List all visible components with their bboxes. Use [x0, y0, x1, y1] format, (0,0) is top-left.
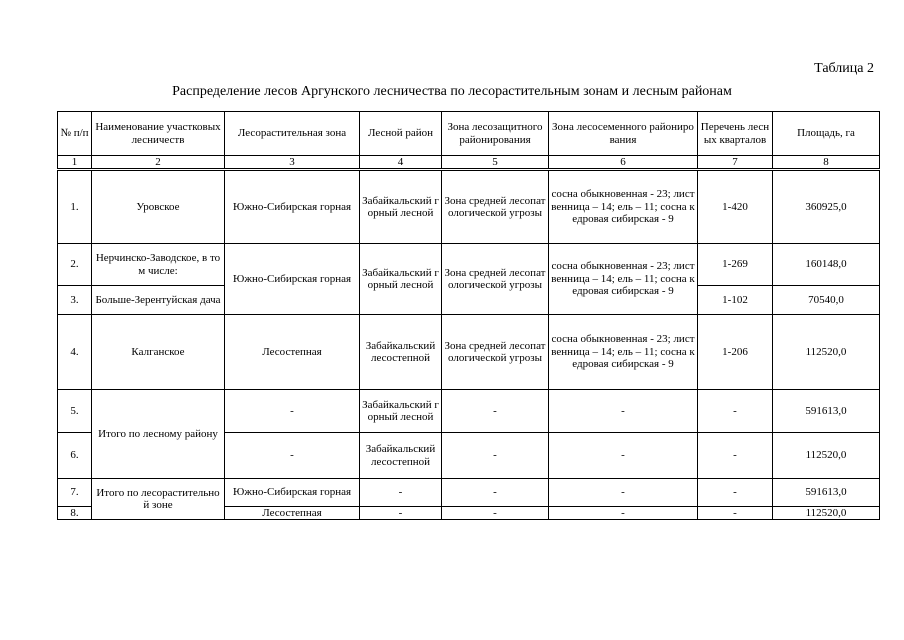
area: 591613,0	[773, 390, 880, 433]
row-number: 5.	[58, 390, 92, 433]
table-row	[58, 315, 880, 390]
table-caption: Таблица 2	[814, 61, 874, 76]
column-number-row	[58, 156, 880, 170]
seed-zone: -	[549, 390, 698, 433]
forest-distribution-table	[57, 111, 880, 520]
row-number: 7.	[58, 479, 92, 507]
forest-district: -	[360, 479, 442, 507]
row-number: 1.	[58, 170, 92, 244]
vegetation-zone: Южно-Сибирская горная	[225, 170, 360, 244]
quarters: -	[698, 479, 773, 507]
area: 112520,0	[773, 315, 880, 390]
forest-district: Забайкальский горный лесной	[360, 390, 442, 433]
forestry-name: Калганское	[92, 315, 225, 390]
seed-zone: -	[549, 433, 698, 479]
column-number: 7	[698, 156, 773, 170]
row-number: 6.	[58, 433, 92, 479]
quarters: -	[698, 390, 773, 433]
area: 591613,0	[773, 479, 880, 507]
vegetation-zone: -	[225, 390, 360, 433]
seed-zone: сосна обыкновенная - 23; лиственница – 14; ель – 11; сосна кедровая сибирская - 9	[549, 315, 698, 390]
seed-zone: сосна обыкновенная - 23; лиственница – 14; ель – 11; сосна кедровая сибирская - 9	[549, 170, 698, 244]
protection-zone: Зона средней лесопатологической угрозы	[442, 170, 549, 244]
seed-zone: -	[549, 507, 698, 520]
area: 112520,0	[773, 433, 880, 479]
table-row	[58, 390, 880, 433]
page-title: Распределение лесов Аргунского лесничества по лесорастительным зонам и лесным районам	[172, 84, 732, 99]
area: 360925,0	[773, 170, 880, 244]
forestry-name: Больше-Зерентуйская дача	[92, 286, 225, 315]
forest-district: Забайкальский лесостепной	[360, 433, 442, 479]
protection-zone: -	[442, 507, 549, 520]
seed-zone: сосна обыкновенная - 23; лиственница – 14; ель – 11; сосна кедровая сибирская - 9	[549, 244, 698, 315]
column-number: 3	[225, 156, 360, 170]
forestry-name: Уровское	[92, 170, 225, 244]
vegetation-zone: Лесостепная	[225, 507, 360, 520]
area: 70540,0	[773, 286, 880, 315]
header-cell: Площадь, га	[773, 112, 880, 156]
row-number: 8.	[58, 507, 92, 520]
protection-zone: Зона средней лесопатологической угрозы	[442, 315, 549, 390]
forest-district: -	[360, 507, 442, 520]
protection-zone: Зона средней лесопатологической угрозы	[442, 244, 549, 315]
header-cell: № п/п	[58, 112, 92, 156]
forest-district: Забайкальский лесостепной	[360, 315, 442, 390]
quarters: -	[698, 507, 773, 520]
protection-zone: -	[442, 479, 549, 507]
vegetation-zone: Южно-Сибирская горная	[225, 479, 360, 507]
column-number: 6	[549, 156, 698, 170]
row-number: 3.	[58, 286, 92, 315]
forest-district: Забайкальский горный лесной	[360, 244, 442, 315]
quarters: 1-269	[698, 244, 773, 286]
column-number: 8	[773, 156, 880, 170]
header-cell: Лесорастительная зона	[225, 112, 360, 156]
area: 112520,0	[773, 507, 880, 520]
quarters: -	[698, 433, 773, 479]
header-cell: Лесной район	[360, 112, 442, 156]
vegetation-zone: -	[225, 433, 360, 479]
forest-district: Забайкальский горный лесной	[360, 170, 442, 244]
header-cell: Перечень лесных кварталов	[698, 112, 773, 156]
column-number: 5	[442, 156, 549, 170]
header-cell: Наименование участковых лесничеств	[92, 112, 225, 156]
table-row	[58, 170, 880, 244]
seed-zone: -	[549, 479, 698, 507]
row-number: 4.	[58, 315, 92, 390]
column-number: 4	[360, 156, 442, 170]
table-row	[58, 479, 880, 507]
column-number: 1	[58, 156, 92, 170]
quarters: 1-420	[698, 170, 773, 244]
protection-zone: -	[442, 390, 549, 433]
protection-zone: -	[442, 433, 549, 479]
vegetation-zone: Лесостепная	[225, 315, 360, 390]
forestry-name: Нерчинско-Заводское, в том числе:	[92, 244, 225, 286]
table-row	[58, 244, 880, 286]
header-row	[58, 112, 880, 156]
vegetation-zone: Южно-Сибирская горная	[225, 244, 360, 315]
forestry-name: Итого по лесному району	[92, 390, 225, 479]
forestry-name: Итого по лесорастительной зоне	[92, 479, 225, 520]
area: 160148,0	[773, 244, 880, 286]
row-number: 2.	[58, 244, 92, 286]
header-cell: Зона лесозащитного районирования	[442, 112, 549, 156]
quarters: 1-206	[698, 315, 773, 390]
column-number: 2	[92, 156, 225, 170]
quarters: 1-102	[698, 286, 773, 315]
header-cell: Зона лесосеменного районирования	[549, 112, 698, 156]
